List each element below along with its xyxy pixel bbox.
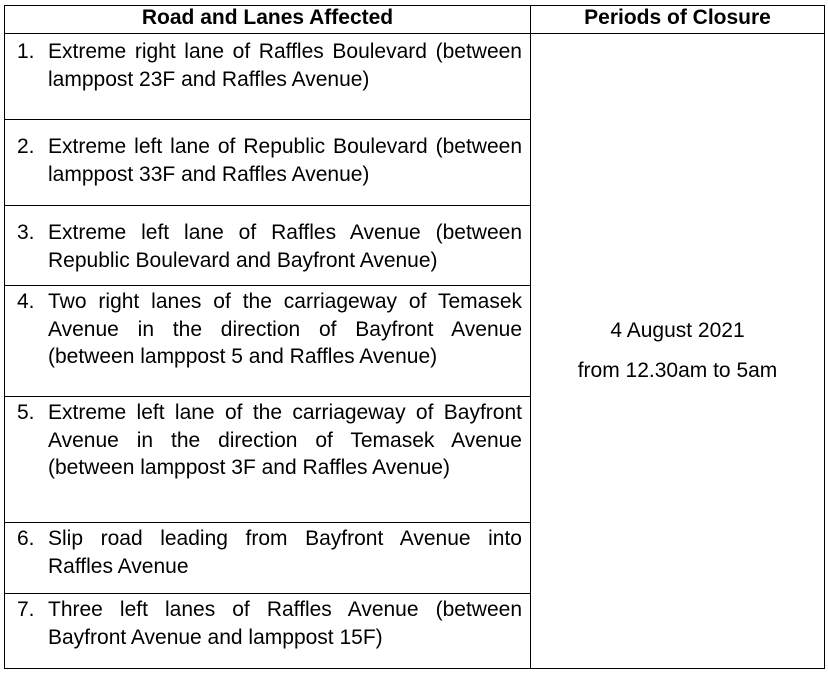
road-cell (5, 286, 531, 397)
item-text: Extreme left lane of Republic Boulevard (between lamppost 33F and Raffles Avenue) (48, 135, 522, 186)
item-number: 4. (17, 290, 35, 313)
item-number: 5. (17, 401, 35, 424)
list-item (17, 133, 522, 188)
item-number: 3. (17, 221, 35, 244)
closure-date: 4 August 2021 (610, 319, 745, 342)
item-text: Extreme left lane of the carriageway of Bayfront Avenue in the direction of Temasek Avenue (between lamppost 3F and Raffles Avenue) (48, 401, 522, 479)
list-item (17, 596, 522, 651)
road-cell (5, 397, 531, 523)
item-text: Three left lanes of Raffles Avenue (between Bayfront Avenue and lamppost 15F) (48, 598, 522, 649)
item-number: 1. (17, 40, 35, 63)
road-cell (5, 34, 531, 120)
item-number: 6. (17, 527, 35, 550)
item-text: Two right lanes of the carriageway of Temasek Avenue in the direction of Bayfront Avenue (between lamppost 5 and Raffles Avenue) (48, 290, 522, 368)
list-item (17, 288, 522, 371)
list-item (17, 525, 522, 580)
period-cell (531, 34, 825, 669)
header-road-lanes: Road and Lanes Affected (5, 6, 531, 34)
list-item (17, 399, 522, 482)
road-cell (5, 206, 531, 286)
road-cell (5, 523, 531, 594)
road-cell (5, 594, 531, 669)
list-item (17, 219, 522, 274)
item-text: Extreme right lane of Raffles Boulevard (between lamppost 23F and Raffles Avenue) (48, 40, 522, 91)
closure-time: from 12.30am to 5am (577, 359, 778, 382)
item-text: Slip road leading from Bayfront Avenue into Raffles Avenue (48, 527, 522, 578)
item-number: 2. (17, 135, 35, 158)
road-cell (5, 120, 531, 206)
item-number: 7. (17, 598, 35, 621)
road-closure-table (4, 5, 825, 669)
header-periods: Periods of Closure (531, 6, 825, 34)
item-text: Extreme left lane of Raffles Avenue (between Republic Boulevard and Bayfront Avenue) (48, 221, 522, 272)
list-item (17, 38, 522, 93)
header-row (5, 6, 825, 34)
table-row (5, 34, 825, 120)
